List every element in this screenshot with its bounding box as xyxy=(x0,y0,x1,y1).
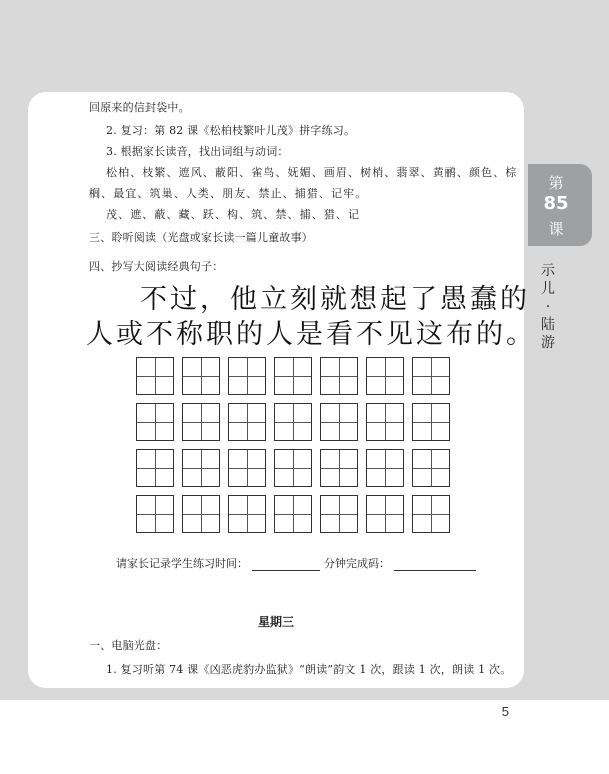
grid-cell[interactable] xyxy=(320,357,358,395)
weekday-heading: 星期三 xyxy=(257,615,294,629)
grid-cell[interactable] xyxy=(366,357,404,395)
grid-cell[interactable] xyxy=(182,449,220,487)
grid-cell[interactable] xyxy=(366,495,404,533)
side-title-char: 示 xyxy=(541,263,555,279)
side-title-char: 游 xyxy=(541,335,555,351)
grid-cell[interactable] xyxy=(320,449,358,487)
grid-cell[interactable] xyxy=(366,403,404,441)
grid-cell[interactable] xyxy=(274,357,312,395)
lesson-number: 85 xyxy=(543,193,569,214)
writing-grid xyxy=(136,357,458,535)
side-title-char: 陆 xyxy=(541,317,555,333)
lesson-tab-suffix: 课 xyxy=(548,220,564,238)
text-line-1: 回原来的信封袋中。 xyxy=(89,101,190,114)
sentence-line-2: 人或不称职的人是看不见这布的。 xyxy=(86,319,536,350)
code-blank[interactable] xyxy=(394,558,476,571)
side-title-char: 儿 xyxy=(541,281,555,297)
grid-cell[interactable] xyxy=(412,357,450,395)
lesson-tab xyxy=(528,164,592,246)
text-line-4: 松柏、枝繁、遮风、蔽阳、雀鸟、妩媚、画眉、树梢、翡翠、黄鹂、颜色、棕 xyxy=(106,166,518,179)
grid-cell[interactable] xyxy=(274,449,312,487)
grid-cell[interactable] xyxy=(412,495,450,533)
grid-cell[interactable] xyxy=(182,403,220,441)
section-4-heading: 四、抄写大阅读经典句子： xyxy=(89,260,224,273)
grid-cell[interactable] xyxy=(228,403,266,441)
text-line-5: 榈、最宜、筑巢、人类、朋友、禁止、捕猎、记牢。 xyxy=(89,187,368,200)
section-cd-heading: 一、电脑光盘： xyxy=(89,639,168,652)
text-line-3: 3. 根据家长读音，找出词组与动词： xyxy=(106,145,289,158)
grid-cell[interactable] xyxy=(136,495,174,533)
text-line-6: 茂、遮、蔽、藏、跃、构、筑、禁、捕、猎、记 xyxy=(106,208,361,221)
section-3-heading: 三、聆听阅读（光盘或家长读一篇儿童故事） xyxy=(89,231,313,244)
page-number: 5 xyxy=(501,704,509,719)
grid-cell[interactable] xyxy=(274,495,312,533)
grid-cell[interactable] xyxy=(228,449,266,487)
grid-cell[interactable] xyxy=(228,495,266,533)
grid-cell[interactable] xyxy=(274,403,312,441)
grid-cell[interactable] xyxy=(182,357,220,395)
side-title xyxy=(538,262,558,352)
grid-cell[interactable] xyxy=(136,357,174,395)
text-line-2: 2. 复习：第 82 课《松柏枝繁叶儿茂》拼字练习。 xyxy=(106,124,356,137)
grid-cell[interactable] xyxy=(320,403,358,441)
time-blank[interactable] xyxy=(252,558,320,571)
grid-cell[interactable] xyxy=(366,449,404,487)
grid-cell[interactable] xyxy=(136,449,174,487)
grid-cell[interactable] xyxy=(136,403,174,441)
grid-cell[interactable] xyxy=(412,403,450,441)
grid-cell[interactable] xyxy=(228,357,266,395)
bottom-band xyxy=(0,700,609,774)
record-mid: 分钟完成码： xyxy=(324,557,390,570)
review-line: 1. 复习听第 74 课《凶恶虎豹办监狱》“朗读”韵文 1 次，跟读 1 次，朗读 1 次。 xyxy=(106,663,512,676)
grid-cell[interactable] xyxy=(412,449,450,487)
record-label: 请家长记录学生练习时间： xyxy=(116,557,248,570)
side-title-char: · xyxy=(545,299,551,315)
grid-cell[interactable] xyxy=(320,495,358,533)
sentence-line-1: 不过，他立刻就想起了愚蠢的 xyxy=(140,284,530,315)
lesson-tab-prefix: 第 xyxy=(548,174,564,192)
parent-record-line xyxy=(116,555,480,571)
grid-cell[interactable] xyxy=(182,495,220,533)
